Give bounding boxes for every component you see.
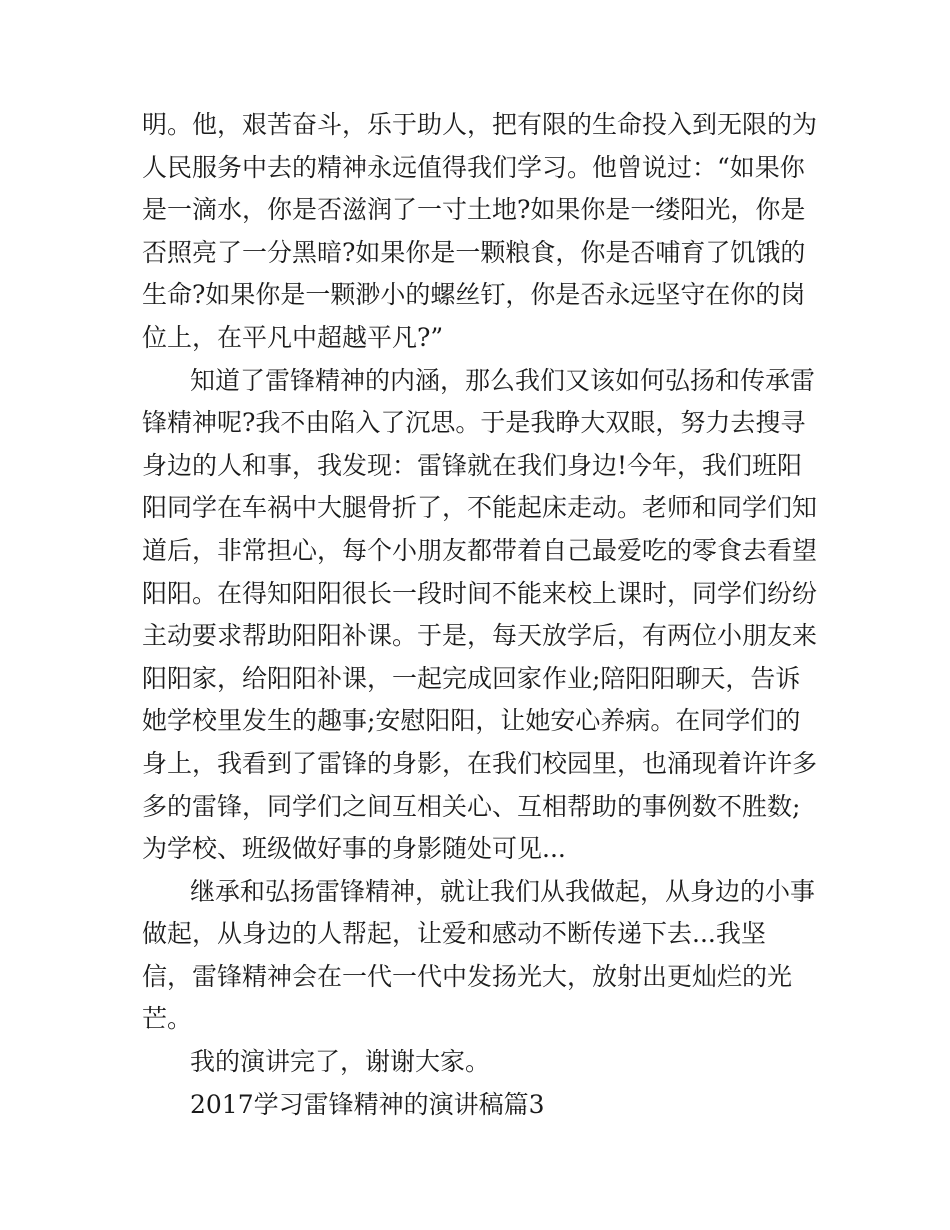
text-line: 做起，从身边的人帮起，让爱和感动不断传递下去...我坚 — [142, 919, 766, 949]
text-line: 我的演讲完了，谢谢大家。 — [190, 1047, 491, 1077]
text-line: 身上，我看到了雷锋的身影，在我们校园里，也涌现着许许多 — [142, 748, 818, 778]
paragraph-leifeng-around-us — [142, 360, 822, 871]
text-line: 多的雷锋，同学们之间互相关心、互相帮助的事例数不胜数; — [142, 791, 801, 821]
paragraph-continuation — [142, 104, 822, 360]
section-heading — [142, 1084, 822, 1127]
paragraph-closing — [142, 1041, 822, 1084]
text-line: 身边的人和事，我发现：雷锋就在我们身边!今年，我们班阳 — [142, 450, 803, 480]
text-line: 信，雷锋精神会在一代一代中发扬光大，放射出更灿烂的光 — [142, 961, 793, 991]
text-line: 她学校里发生的趣事;安慰阳阳，让她安心养病。在同学们的 — [142, 706, 801, 736]
text-line: 阳阳。在得知阳阳很长一段时间不能来校上课时，同学们纷纷 — [142, 578, 818, 608]
text-line: 主动要求帮助阳阳补课。于是，每天放学后，有两位小朋友来 — [142, 621, 818, 651]
text-line: 知道了雷锋精神的内涵，那么我们又该如何弘扬和传承雷 — [190, 365, 816, 395]
text-line: 位上，在平凡中超越平凡?” — [142, 322, 444, 352]
text-line: 继承和弘扬雷锋精神，就让我们从我做起，从身边的小事 — [190, 876, 816, 906]
paragraph-carry-forward — [142, 871, 822, 1041]
text-line: 道后，非常担心，每个小朋友都带着自己最爱吃的零食去看望 — [142, 535, 818, 565]
text-line: 否照亮了一分黑暗?如果你是一颗粮食，你是否哺育了饥饿的 — [142, 237, 806, 267]
text-line: 芒。 — [142, 1004, 193, 1034]
text-line: 明。他，艰苦奋斗，乐于助人，把有限的生命投入到无限的为 — [142, 110, 818, 139]
text-line: 阳阳家，给阳阳补课，一起完成回家作业;陪阳阳聊天，告诉 — [142, 663, 801, 693]
speech-text — [142, 104, 822, 1126]
text-line: 是一滴水，你是否滋润了一寸土地?如果你是一缕阳光，你是 — [142, 195, 806, 225]
text-line: 阳同学在车祸中大腿骨折了，不能起床走动。老师和同学们知 — [142, 493, 818, 523]
text-line: 锋精神呢?我不由陷入了沉思。于是我睁大双眼，努力去搜寻 — [142, 408, 806, 438]
text-line: 人民服务中去的精神永远值得我们学习。他曾说过：“如果你 — [142, 152, 805, 182]
text-line: 生命?如果你是一颗渺小的螺丝钉，你是否永远坚守在你的岗 — [142, 280, 806, 310]
text-line: 2017学习雷锋精神的演讲稿篇3 — [190, 1089, 545, 1119]
text-line: 为学校、班级做好事的身影随处可见... — [142, 834, 566, 864]
